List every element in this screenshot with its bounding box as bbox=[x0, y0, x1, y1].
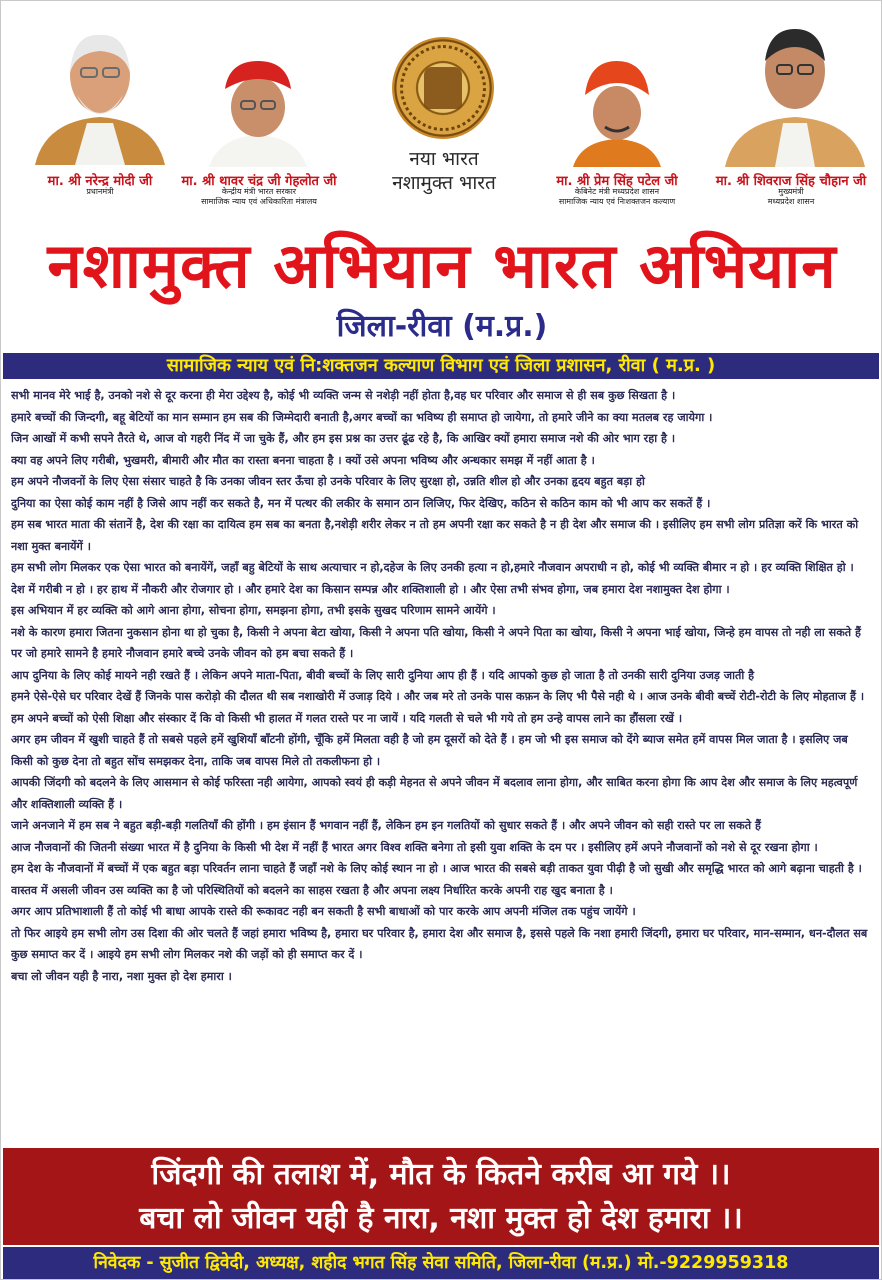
paragraph: क्या वह अपने लिए गरीबी, भुखमरी, बीमारी और मौत का रास्ता बनना चाहता है । क्यों उसे अपना भविष्य और अन्धकार समझ में नहीं आता है । bbox=[11, 453, 595, 467]
paragraph: हमने ऐसे-ऐसे घर परिवार देखें हैं जिनके पास करोड़ो की दौलत थी सब नशाखोरी में उजाड़ दिये । और जब मरे तो उनके पास कफ़न के लिए भी पैसे नही थे । आज उनके बीवी बच्चें रोटी-रोटी के लिए मोहताज हैं । bbox=[11, 690, 865, 703]
mp-emblem-icon bbox=[392, 37, 494, 139]
paragraph: जाने अनजाने में हम सब ने बहुत बड़ी-बड़ी गलतियाँ की होंगी । हम इंसान हैं भगवान नहीं हैं, लेकिन हम इन गलतियों को सुधार सकते हैं । और अपने जीवन को सही रास्ते पर ला सकते हैं bbox=[11, 819, 761, 832]
leader-role: मुख्यमंत्री bbox=[778, 187, 804, 196]
paragraph: हम अपने नौजवनों के लिए ऐसा संसार चाहते है कि उनका जीवन स्तर ऊँचा हो उनके परिवार के लिए सुरक्षा हो, उन्नति शील हो और उनका हृदय बहुत बड़ा हो bbox=[11, 475, 645, 488]
leader-role: केन्द्रीय मंत्री भारत सरकार bbox=[221, 187, 297, 196]
campaign-title: नशामुक्त अभियान भारत अभियान bbox=[47, 229, 837, 302]
paragraph: देश में गरीबी न हो । हर हाथ में नौकरी और रोजगार हो । और हमारे देश का किसान सम्पन्न और शक्तिशाली हो । और ऐसा तभी संभव होगा, जब हमारा देश नशामुक्त देश होगा । bbox=[11, 582, 730, 596]
leader-role: केबिनेट मंत्री मध्यप्रदेश शासन bbox=[574, 187, 660, 196]
message-body bbox=[11, 385, 873, 1145]
leader-name: मा. श्री शिवराज सिंह चौहान जी bbox=[715, 174, 867, 189]
leader-name: मा. श्री थावर चंद्र जी गेहलोत जी bbox=[181, 174, 337, 189]
leader-role: सामाजिक न्याय एवं निःशक्तजन कल्याण bbox=[558, 197, 676, 206]
paragraph: हमारे बच्चों की जिन्दगी, बहू बेटियों का मान सम्मान हम सब की जिम्मेदारी बनाती है,अगर बच्चों का भविष्य ही समाप्त हो जायेगा, तो हमारे जीने का क्या मतलब रह जायेगा । bbox=[11, 410, 713, 424]
paragraph: नशे के कारण हमारा जितना नुकसान होना था हो चुका है, किसी ने अपना बेटा खोया, किसी ने अपना पति खोया, किसी ने अपने पिता का खोया, किसी ने अपना भाई खोया, जिन्हे हम वापस तो नही ला सकते हैं पर जो हमारे सामने है हमारे नौजवान हमारे बच्चे उनके जीवन को हम बचा सकते हैं । bbox=[11, 625, 861, 660]
leader-photo-patel bbox=[567, 49, 667, 167]
paragraph: अगर हम जीवन में खुशी चाहते हैं तो सबसे पहले हमें खुशियाँ बाँटनी होंगी, चूँकि हमें मिलता वही है जो हम दूसरों को देते हैं । हम जो भी इस समाज को देंगे ब्याज समेत हमें वापस मिल जाता है । इसलिए जब किसी को कुछ देना तो बहुत सोंच समझकर देना, ताकि जब वापस मिले तो तकलीफना हो । bbox=[11, 733, 848, 768]
district-label: जिला-रीवा (म.प्र.) bbox=[336, 309, 548, 344]
paragraph: इस अभियान में हर व्यक्ति को आगे आना होगा, सोचना होगा, समझना होगा, तभी इसके सुखद परिणाम सामने आयेंगे । bbox=[11, 604, 496, 617]
paragraph: हम सब भारत माता की संतानें है, देश की रक्षा का दायित्व हम सब का बनता है,नशेड़ी शरीर लेकर न तो हम अपनी रक्षा कर सकते है न ही देश और समाज की । इसीलिए हम सभी लोग प्रतिज्ञा करें कि भारत को नशा मुक्त बनायेंगें । bbox=[11, 518, 859, 553]
department-bar: सामाजिक न्याय एवं नि:शक्तजन कल्याण विभाग एवं जिला प्रशासन, रीवा ( म.प्र. ) bbox=[3, 353, 879, 379]
footer-contact: निवेदक - सुजीत द्विवेदी, अध्यक्ष, शहीद भगत सिंह सेवा समिति, जिला-रीवा (म.प्र.) मो.-9229959318 bbox=[3, 1247, 879, 1279]
paragraph: अगर आप प्रतिभाशाली हैं तो कोई भी बाधा आपके रास्ते की रूकावट नही बन सकती है सभी बाधाओं को पार करके आप अपनी मंजिल तक पहुंच जायेंगे । bbox=[11, 905, 636, 918]
paragraph: बचा लो जीवन यही है नारा, नशा मुक्त हो देश हमारा । bbox=[11, 969, 232, 983]
paragraph: आज नौजवानों की जितनी संख्या भारत में है दुनिया के किसी भी देश में नहीं हैं भारत अगर विश्व शक्ति बनेगा तो इसी युवा शक्ति के दम पर । इसीलिए हमें अपने नौजवानों को नशे से दूर रखना होगा । bbox=[11, 840, 818, 854]
paragraph: हम सभी लोग मिलकर एक ऐसा भारत को बनायेंगें, जहाँ बहु बेटियों के साथ अत्याचार न हो,दहेज के लिए उनकी हत्या न हो,हमारे नौजवान अपराधी न हो, कोई भी व्यक्ति बीमार न हो । हर व्यक्ति शिक्षित हो । bbox=[11, 561, 854, 574]
paragraph: सभी मानव मेरे भाई है, उनको नशे से दूर करना ही मेरा उद्देश्य है, कोई भी व्यक्ति जन्म से नशेड़ी नहीं होता है,वह घर परिवार और समाज से ही सब कुछ सिखता है । bbox=[11, 389, 676, 402]
emblem-center bbox=[424, 67, 462, 109]
paragraph: हम अपने बच्चों को ऐसी शिक्षा और संस्कार दें कि वो किसी भी हालत में गलत रास्ते पर ना जायें । यदि गलती से चले भी गये तो हम उन्हे वापस लाने का हौंसला रखें । bbox=[11, 711, 683, 725]
leader-name: मा. श्री प्रेम सिंह पटेल जी bbox=[556, 174, 678, 189]
leader-role: सामाजिक न्याय एवं अधिकारिता मंत्रालय bbox=[201, 197, 317, 206]
leader-name: मा. श्री नरेन्द्र मोदी जी bbox=[47, 174, 153, 189]
leader-role: प्रधानमंत्री bbox=[86, 187, 114, 196]
banner-line-2: बचा लो जीवन यही है नारा, नशा मुक्त हो देश हमारा ।। bbox=[139, 1201, 743, 1236]
paragraph: दुनिया का ऐसा कोई काम नहीं है जिसे आप नहीं कर सकते है, मन में पत्थर की लकीर के समान ठान लिजिए, फिर देखिए, कठिन से कठिन काम को भी आप कर सकतें हैं । bbox=[11, 496, 711, 510]
paragraph: वास्तव में असली जीवन उस व्यक्ति का है जो परिस्थितियों को बदलने का साहस रखता है और अपना लक्ष्य निर्धारित करके अपनी राह खुद बनाता है । bbox=[11, 883, 613, 897]
leader-photo-gehlot bbox=[199, 49, 317, 167]
paragraph: हम देश के नौजवानों में बच्चों में एक बहुत बड़ा परिवर्तन लाना चाहते हैं जहाँ नशे के लिए कोई स्थान ना हो । आज भारत की सबसे बड़ी ताकत युवा पीढ़ी है जो सुखी और समृद्धि भारत को आगे बढ़ाना चाहती है । bbox=[11, 862, 862, 875]
banner-line-1: जिंदगी की तलाश में, मौत के कितने करीब आ गये ।। bbox=[151, 1157, 731, 1192]
paragraph: जिन आखों में कभी सपने तैरते थे, आज वो गहरी निंद में जा चुके हैं, और हम इस प्रश्न का उत्तर ढूंढ रहे है, कि आखिर क्यों हमारा समाज नशे की ओर भाग रहा है । bbox=[11, 432, 676, 445]
slogan-line-2: नशामुक्त भारत bbox=[392, 172, 496, 194]
leader-photo-chouhan bbox=[717, 13, 873, 167]
paragraph: आपकी जिंदगी को बदलने के लिए आसमान से कोई फरिस्ता नही आयेगा, आपको स्वयं ही कड़ी मेहनत से अपने जीवन में बदलाव लाना होगा, और साबित करना होगा कि आप देश और समाज के लिए महत्वपूर्ण और शक्तिशाली व्यक्ति हैं । bbox=[11, 776, 858, 811]
leader-role: मध्यप्रदेश शासन bbox=[767, 197, 815, 206]
leader-photo-modi bbox=[15, 13, 185, 165]
paragraph: आप दुनिया के लिए कोई मायने नही रखते हैं । लेकिन अपने माता-पिता, बीवी बच्चों के लिए सारी दुनिया आप ही हैं । यदि आपको कुछ हो जाता है तो उनकी सारी दुनिया उजड़ जाती है bbox=[11, 668, 755, 682]
slogan-line-1: नया भारत bbox=[409, 148, 479, 170]
slogan-banner bbox=[3, 1148, 879, 1245]
header bbox=[1, 1, 882, 223]
paragraph: तो फिर आइये हम सभी लोग उस दिशा की ओर चलते हैं जहां हमारा भविष्य है, हमारा घर परिवार है, हमारा देश और समाज है, इससे पहले कि नशा हमारी जिंदगी, हमारा घर परिवार, मान-सम्मान, धन-दौलत सब कुछ समाप्त कर दें । आइये हम सभी लोग मिलकर नशे की जड़ों को ही समाप्त कर दें । bbox=[11, 926, 868, 961]
